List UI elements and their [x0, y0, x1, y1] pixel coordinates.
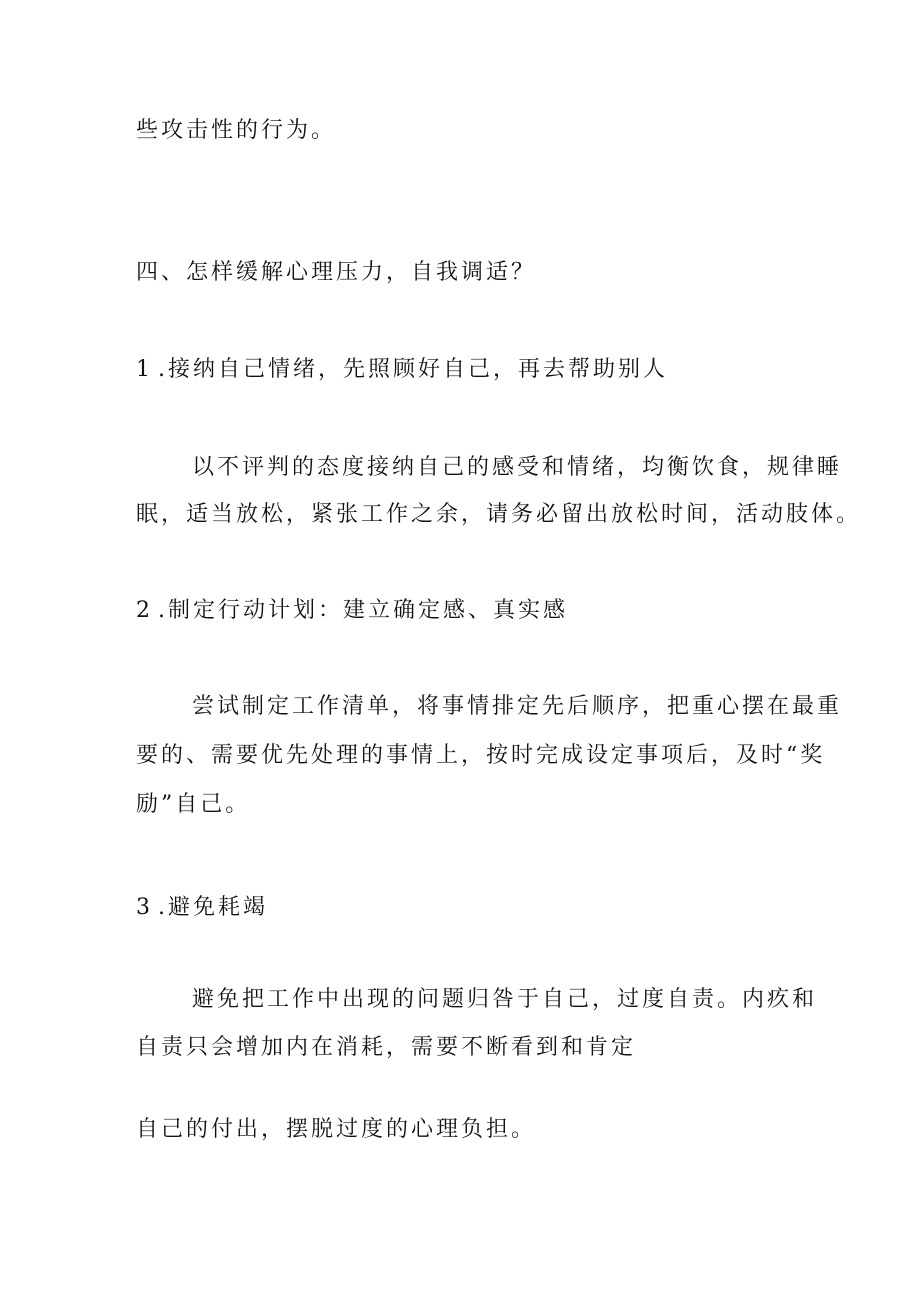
- item-1-heading: [136, 355, 668, 385]
- item-2-paragraph-line-3: 励”自己。: [136, 792, 251, 817]
- item-2-paragraph-line-2: 要的、需要优先处理的事情上，按时完成设定事项后，及时“奖: [136, 743, 826, 768]
- item-1-title: .接纳自己情绪，先照顾好自己，再去帮助别人: [158, 357, 668, 382]
- item-2-paragraph-line-1: 尝试制定工作清单，将事情排定先后顺序，把重心摆在最重: [192, 694, 843, 719]
- item-2-title: .制定行动计划：建立确定感、真实感: [158, 598, 568, 623]
- item-3-paragraph-line-2: 自责只会增加内在消耗，需要不断看到和肯定: [136, 1035, 637, 1060]
- item-3-paragraph-line-3: 自己的付出，摆脱过度的心理负担。: [136, 1117, 537, 1142]
- item-1-number: 1: [136, 357, 150, 382]
- item-2-heading: [136, 596, 568, 626]
- item-3-number: 3: [136, 895, 150, 920]
- continuation-text: 些攻击性的行为。: [136, 118, 337, 143]
- item-3-paragraph-line-1: 避免把工作中出现的问题归咎于自己，过度自责。内疚和: [192, 987, 818, 1012]
- section-heading: 四、怎样缓解心理压力，自我调适？: [136, 260, 537, 285]
- item-3-heading: [136, 893, 268, 923]
- item-2-number: 2: [136, 598, 150, 623]
- item-1-paragraph-line-1: 以不评判的态度接纳自己的感受和情绪，均衡饮食，规律睡: [192, 455, 843, 480]
- item-3-title: .避免耗竭: [158, 895, 268, 920]
- item-1-paragraph-line-2: 眠，适当放松，紧张工作之余，请务必留出放松时间，活动肢体。: [136, 502, 862, 527]
